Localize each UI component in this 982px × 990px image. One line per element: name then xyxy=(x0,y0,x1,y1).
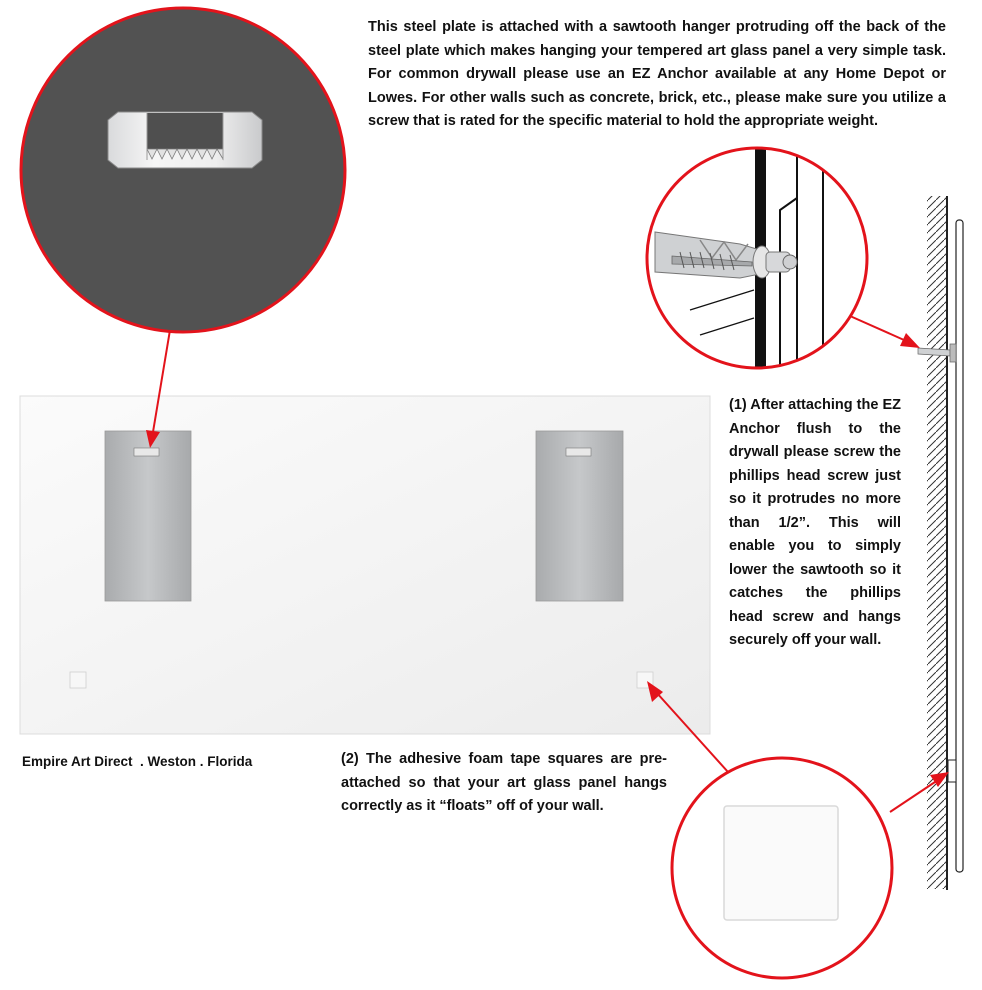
wall-side-view xyxy=(918,196,963,890)
steel-plate-left xyxy=(105,431,191,601)
sawtooth-hanger-left xyxy=(134,448,159,456)
glass-panel-side xyxy=(956,220,963,872)
sawtooth-hanger-right xyxy=(566,448,591,456)
arrow-anchor xyxy=(850,316,920,348)
sawtooth-hanger-closeup xyxy=(108,112,262,168)
hanger-closeup-callout xyxy=(0,0,360,340)
anchor-closeup-callout xyxy=(640,140,880,380)
foam-square-left xyxy=(70,672,86,688)
foam-square-closeup xyxy=(724,806,838,920)
step-2-instructions: (2) The adhesive foam tape squares are pre-attached so that your art glass panel hangs correctly as it “floats” off of your wall. xyxy=(341,751,667,814)
intro-paragraph: This steel plate is attached with a sawtooth hanger protruding off the back of the steel plate which makes hanging your tempered art glass panel a very simple task. For common drywall please use an EZ Anchor available at any Home Depot or Lowes. For other walls such as concrete, brick, etc., please make sure you utilize a screw that is rated for the specific material to hold the appropriate weight. xyxy=(368,19,946,129)
step-1-instructions: (1) After attaching the EZ Anchor flush to the drywall please screw the phillips head screw just so it protrudes no more than 1/2”. This will enable you to simply lower the sawtooth so it catches the phillips head screw and hangs securely off your wall. xyxy=(729,397,901,648)
brand-footer: Empire Art Direct . Weston . Florida xyxy=(22,754,253,769)
foam-closeup-callout xyxy=(670,756,900,986)
foam-square-side xyxy=(948,760,956,782)
steel-plate-right xyxy=(536,431,623,601)
glass-panel xyxy=(20,396,710,734)
